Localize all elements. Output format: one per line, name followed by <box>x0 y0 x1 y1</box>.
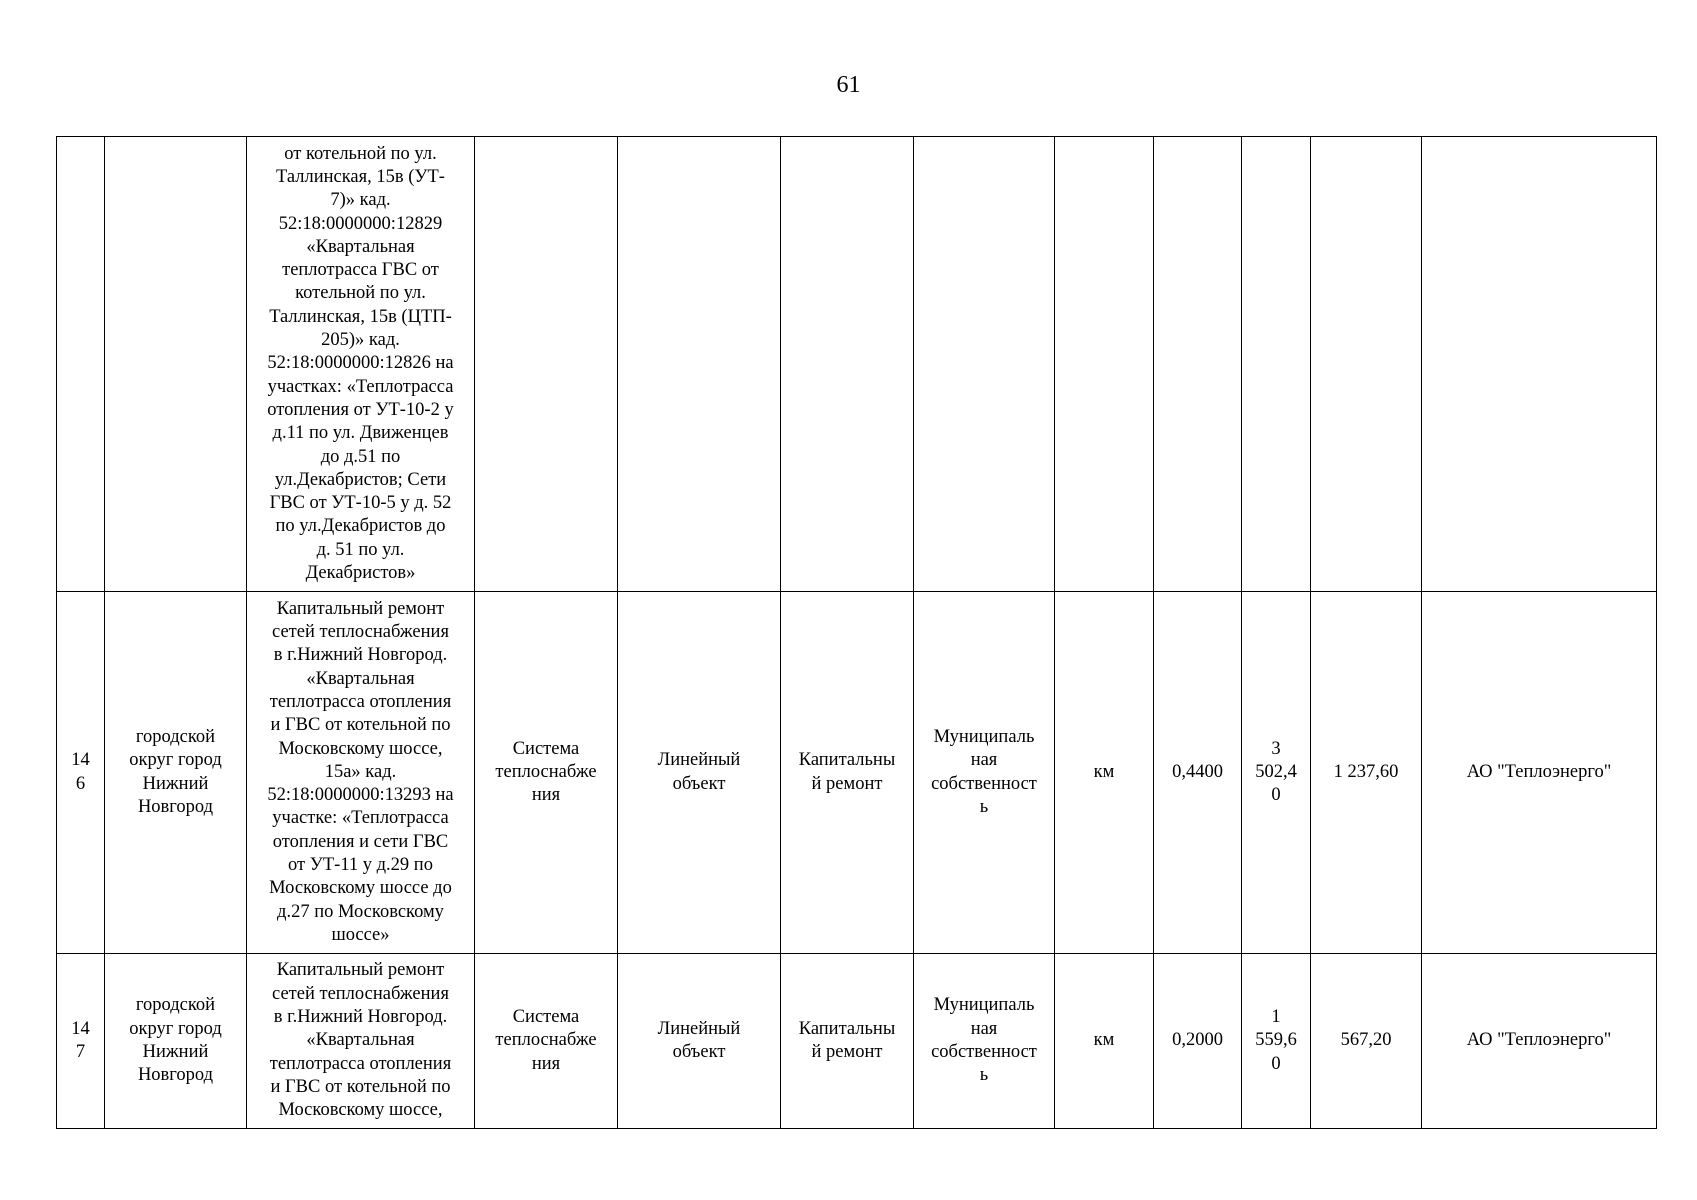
territory-cell <box>105 137 247 592</box>
system-cell: Система теплоснабже ния <box>475 592 618 954</box>
unit-cell <box>1055 137 1154 592</box>
page-number: 61 <box>836 72 861 98</box>
object-type-cell: Линейный объект <box>618 954 781 1129</box>
table-row <box>57 592 1657 954</box>
object-type-cell: Линейный объект <box>618 592 781 954</box>
cost-cell: 3 502,4 0 <box>1242 592 1311 954</box>
ownership-cell: Муниципаль ная собственност ь <box>914 954 1055 1129</box>
table-row <box>57 954 1657 1129</box>
cost-cell <box>1242 137 1311 592</box>
table-row <box>57 137 1657 592</box>
length-cell: 0,4400 <box>1154 592 1242 954</box>
investment-program-table <box>56 136 1657 1129</box>
work-type-cell: Капитальны й ремонт <box>781 954 914 1129</box>
length-cell: 0,2000 <box>1154 954 1242 1129</box>
system-cell <box>475 137 618 592</box>
description-cell: Капитальный ремонт сетей теплоснабжения в г.Нижний Новгород. «Квартальная теплотрасса отопления и ГВС от котельной по Московскому шоссе, <box>247 954 475 1129</box>
row-number-cell <box>57 137 105 592</box>
territory-cell: городской округ город Нижний Новгород <box>105 954 247 1129</box>
unit-cell: км <box>1055 954 1154 1129</box>
description-cell: от котельной по ул. Таллинская, 15в (УТ- 7)» кад. 52:18:0000000:12829 «Квартальная теплотрасса ГВС от котельной по ул. Таллинская, 15в (ЦТП- 205)» кад. 52:18:0000000:12826 на участках: «Теплотрасса отопления от УТ-10-2 у д.11 по ул. Движенцев до д.51 по ул.Декабристов; Сети ГВС от УТ-10-5 у д. 52 по ул.Декабристов до д. 51 по ул. Декабристов» <box>247 137 475 592</box>
work-type-cell: Капитальны й ремонт <box>781 592 914 954</box>
organization-cell: АО "Теплоэнерго" <box>1422 592 1657 954</box>
territory-cell: городской округ город Нижний Новгород <box>105 592 247 954</box>
unit-cell: км <box>1055 592 1154 954</box>
length-cell <box>1154 137 1242 592</box>
row-number-cell: 14 7 <box>57 954 105 1129</box>
organization-cell <box>1422 137 1657 592</box>
cost-cell: 1 559,6 0 <box>1242 954 1311 1129</box>
value-cell <box>1311 137 1422 592</box>
work-type-cell <box>781 137 914 592</box>
ownership-cell: Муниципаль ная собственност ь <box>914 592 1055 954</box>
description-cell: Капитальный ремонт сетей теплоснабжения в г.Нижний Новгород. «Квартальная теплотрасса отопления и ГВС от котельной по Московскому шоссе, 15а» кад. 52:18:0000000:13293 на участке: «Теплотрасса отопления и сети ГВС от УТ-11 у д.29 по Московскому шоссе до д.27 по Московскому шоссе» <box>247 592 475 954</box>
value-cell: 1 237,60 <box>1311 592 1422 954</box>
object-type-cell <box>618 137 781 592</box>
organization-cell: АО "Теплоэнерго" <box>1422 954 1657 1129</box>
row-number-cell: 14 6 <box>57 592 105 954</box>
ownership-cell <box>914 137 1055 592</box>
system-cell: Система теплоснабже ния <box>475 954 618 1129</box>
value-cell: 567,20 <box>1311 954 1422 1129</box>
